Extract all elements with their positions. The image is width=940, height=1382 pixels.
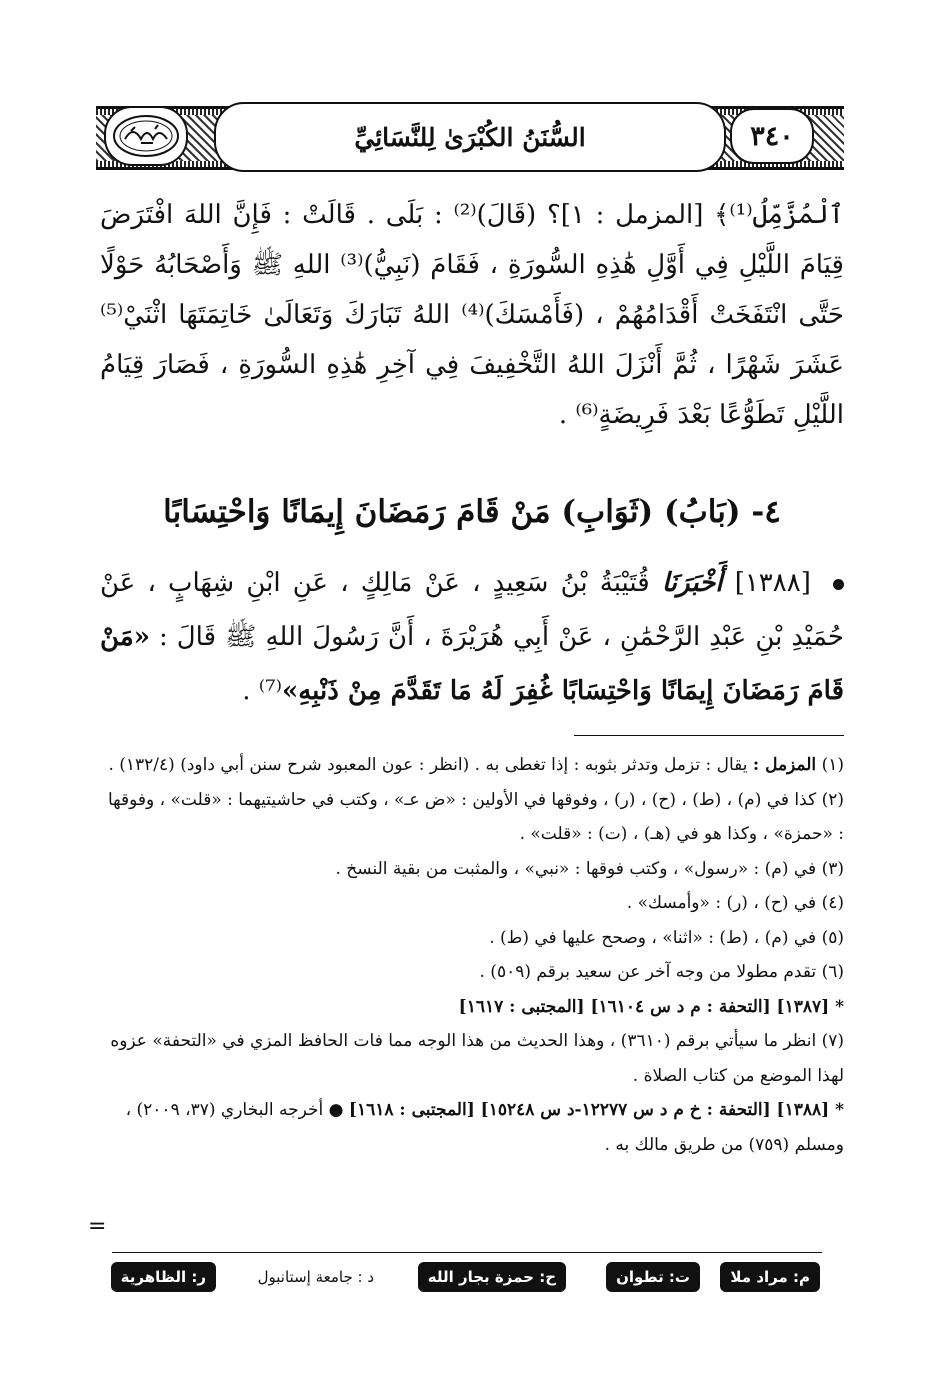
main-paragraph: ٱلْمُزَّمِّلُ⁽¹⁾﴾ [المزمل : ١]؟ (قَالَ)⁽²⁾ : بَلَى . قَالَتْ : فَإِنَّ اللهَ افْتَرَضَ قِيَامَ اللَّيْلِ فِي أَوَّلِ هَٰذِهِ السُّورَةِ ، فَقَامَ (نَبِيُّ)⁽³⁾ اللهِ ﷺ وَأَصْحَابُهُ حَوْلًا حَتَّى انْتَفَخَتْ أَقْدَامُهُمْ ، (فَأَمْسَكَ)⁽⁴⁾ اللهُ تَبَارَكَ وَتَعَالَىٰ خَاتِمَتَهَا اثْنَيْ⁽⁵⁾ عَشَرَ شَهْرًا ، ثُمَّ أَنْزَلَ اللهُ التَّخْفِيفَ فِي آخِرِ هَٰذِهِ السُّورَةِ ، فَصَارَ قِيَامُ اللَّيْلِ تَطَوُّعًا بَعْدَ فَرِيضَةٍ⁽⁶⁾ . <box>100 200 845 430</box>
takhrij-1388: * [١٣٨٨] [التحفة : خ م د س ١٢٢٧٧-د س ١٥٢٤٨] [المجتبى : ١٦١٨] ● أخرجه البخاري (٣٧، ٢٠٠٩) ، ومسلم (٧٥٩) من طريق مالك به . <box>125 1100 844 1155</box>
manuscript-key <box>110 1262 826 1298</box>
label-d: د : جامعة إستانبول <box>257 1268 374 1286</box>
calligraphy-emblem-icon <box>111 113 181 159</box>
footnote-6: (٦) تقدم مطولا من وجه آخر عن سعيد برقم (٥٠٩) . <box>479 962 844 982</box>
footnote-4: (٤) في (ح) ، (ر) : «وأمسك» . <box>626 893 844 913</box>
hadith-matn: «مَنْ قَامَ رَمَضَانَ إِيمَانًا وَاحْتِسَابًا غُفِرَ لَهُ مَا تَقَدَّمَ مِنْ ذَنْبِهِ» <box>100 622 844 706</box>
page-number-box <box>730 108 814 164</box>
footnote-divider <box>574 735 844 736</box>
continuation-mark: = <box>88 1214 107 1239</box>
hadith-akhbarana: أَخْبَرَنَا <box>661 568 723 598</box>
footnote-2: (٢) كذا في (م) ، (ط) ، (ح) ، (ر) ، وفوقها في الأولين : «ض عـ» ، وكتب في حاشيتيهما : «قلت» ، وفوقها : «حمزة» ، وكذا هو في (هـ) ، (ت) : «قلت» . <box>107 789 844 844</box>
book-title: السُّنَنُ الكُبْرَىٰ لِلنَّسَائِيِّ <box>354 122 586 152</box>
footnote-1: (١) المزمل : يقال : تزمل وتدثر بثوبه : إذا تغطى به . (انظر : عون المعبود شرح سنن أبي داود) (١٣٢/٤) . <box>108 755 844 775</box>
takhrij-1387: * [١٣٨٧] [التحفة : م د س ١٦١٠٤] [المجتبى : ١٦١٧] <box>458 996 844 1017</box>
label-t: ت: تطوان <box>606 1262 700 1292</box>
footnote-7: (٧) انظر ما سيأتي برقم (٣٦١٠) ، وهذا الحديث من هذا الوجه مما فات الحافظ المزي في «التحفة» عزوه لهذا الموضع من كتاب الصلاة . <box>110 1031 844 1086</box>
bottom-divider <box>112 1252 822 1253</box>
book-logo-emblem <box>104 106 188 166</box>
section-title: ٤- (بَابُ) (ثَوَابِ) مَنْ قَامَ رَمَضَانَ إِيمَانًا وَاحْتِسَابًا <box>163 494 781 530</box>
page-number: ٣٤٠ <box>750 120 794 152</box>
label-h: ح: حمزة بجار الله <box>418 1262 566 1292</box>
hadith-matn-note: ⁽⁷⁾ . <box>242 676 282 706</box>
bullet-icon <box>833 579 844 590</box>
hadith-block <box>100 556 844 718</box>
label-r: ر: الظاهرية <box>111 1262 216 1292</box>
hadith-isnad: قُتَيْبَةُ بْنُ سَعِيدٍ ، عَنْ مَالِكٍ ، عَنِ ابْنِ شِهَابٍ ، عَنْ حُمَيْدِ بْنِ عَبْدِ الرَّحْمَٰنِ ، عَنْ أَبِي هُرَيْرَةَ ، أَنَّ رَسُولَ اللهِ ﷺ قَالَ : <box>100 568 844 652</box>
footnotes <box>100 748 844 1162</box>
page-header <box>96 100 844 170</box>
hadith-number: [١٣٨٨] <box>734 568 811 598</box>
label-m: م: مراد ملا <box>720 1262 820 1292</box>
footnote-5: (٥) في (م) ، (ط) : «اثنا» ، وصحح عليها في (ط) . <box>489 927 844 948</box>
main-text <box>100 190 844 440</box>
footnote-3: (٣) في (م) : «رسول» ، وكتب فوقها : «نبي» ، والمثبت من بقية النسخ . <box>335 858 844 879</box>
book-title-box <box>214 102 726 172</box>
